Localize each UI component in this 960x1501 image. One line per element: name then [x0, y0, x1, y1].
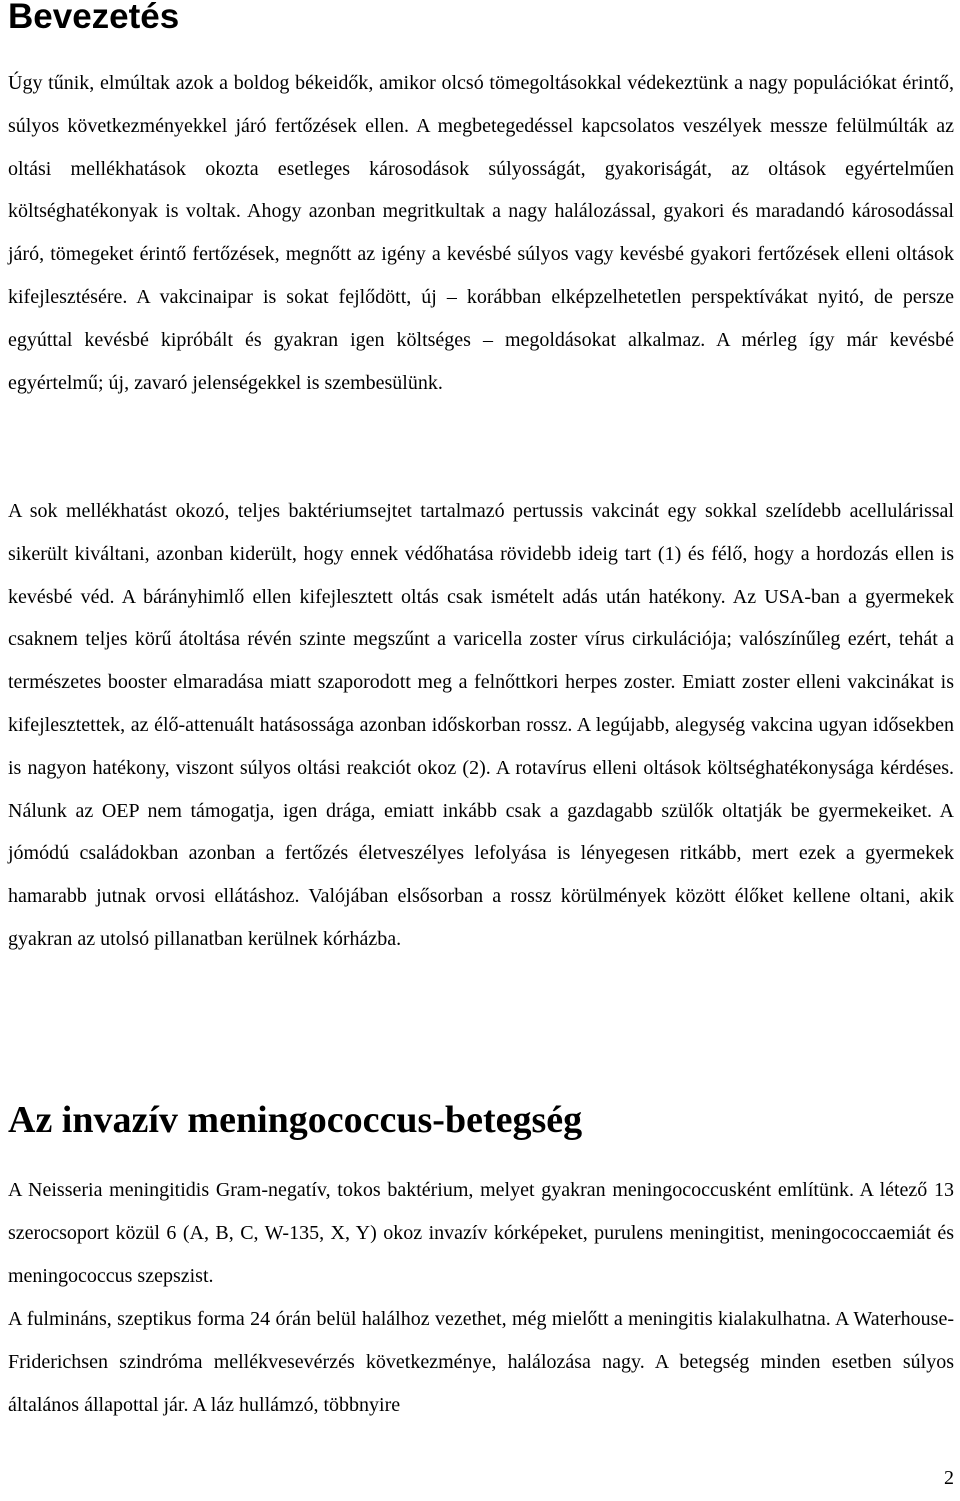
paragraph-meningococcus-1: A Neisseria meningitidis Gram-negatív, tokos baktérium, melyet gyakran meningococcusként említünk. A létező 13 szerocsoport közül 6 (A, B, C, W-135, X, Y) okoz invazív kórképeket, purulens meningitist, meningococcaemiát és meningococcus szepszist.: [8, 1179, 954, 1287]
paragraph-meningococcus-2: A fulmináns, szeptikus forma 24 órán belül halálhoz vezethet, még mielőtt a meningitis kialakulhatna. A Waterhouse-Friderichsen szindróma mellékvesevérzés következménye, halálozása nagy. A betegség minden esetben súlyos általános állapottal jár. A láz hullámzó, többnyire: [8, 1308, 954, 1416]
paragraph-introduction-1: Úgy tűnik, elmúltak azok a boldog békeidők, amikor olcsó tömegoltásokkal védekeztünk a nagy populációkat érintő, súlyos következményekkel járó fertőzések ellen. A megbetegedéssel kapcsolatos veszélyek messze felülmúlták az oltási mellékhatások okozta esetleges károsodások súlyosságát, gyakoriságát, az oltások egyértelműen költséghatékonyak is voltak. Ahogy azonban megritkultak a nagy halálozással, gyakori és maradandó károsodással járó, tömegeket érintő fertőzések, megnőtt az igény a kevésbé súlyos vagy kevésbé gyakori fertőzések elleni oltások kifejlesztésére. A vakcinaipar is sokat fejlődött, új – korábban elképzelhetetlen perspektívákat nyitó, de persze egyúttal kevésbé kipróbált és gyakran igen költséges – megoldásokat alkalmaz. A mérleg így már kevésbé egyértelmű; új, zavaró jelenségekkel is szembesülünk.: [8, 72, 954, 394]
paragraph-introduction-2: A sok mellékhatást okozó, teljes baktériumsejtet tartalmazó pertussis vakcinát egy sokkal szelídebb acellulárissal sikerült kiváltani, azonban kiderült, hogy ennek védőhatása rövidebb ideig tart (1) és félő, hogy a hordozás ellen is kevésbé véd. A bárányhimlő ellen kifejlesztett oltás csak ismételt adás után hatékony. Az USA-ban a gyermekek csaknem teljes körű átoltása révén szinte megszűnt a varicella zoster vírus cirkulációja; valószínűleg ezért, tehát a természetes booster elmaradása miatt szaporodott meg a felnőttkori herpes zoster. Emiatt zoster elleni vakcinákat is kifejlesztettek, az élő-attenuált hatásossága azonban időskorban rossz. A legújabb, alegység vakcina ugyan idősekben is nagyon hatékony, viszont súlyos oltási reakciót okoz (2). A rotavírus elleni oltások költséghatékonysága kérdéses. Nálunk az OEP nem támogatja, igen drága, emiatt inkább csak a gazdagabb szülők oltatják be gyermekeiket. A jómódú családokban azonban a fertőzés életveszélyes lefolyása is lényegesen ritkább, mert ezek a gyermekek hamarabb jutnak orvosi ellátáshoz. Valójában elsősorban a rossz körülmények között élőket kellene oltani, akik gyakran az utolsó pillanatban kerülnek kórházba.: [8, 500, 954, 950]
section-heading-introduction: Bevezetés: [8, 0, 180, 36]
page-number: 2: [944, 1467, 954, 1489]
document-page: [8, 0, 954, 1489]
section-heading-meningococcus: Az invazív meningococcus-betegség: [8, 1099, 583, 1141]
